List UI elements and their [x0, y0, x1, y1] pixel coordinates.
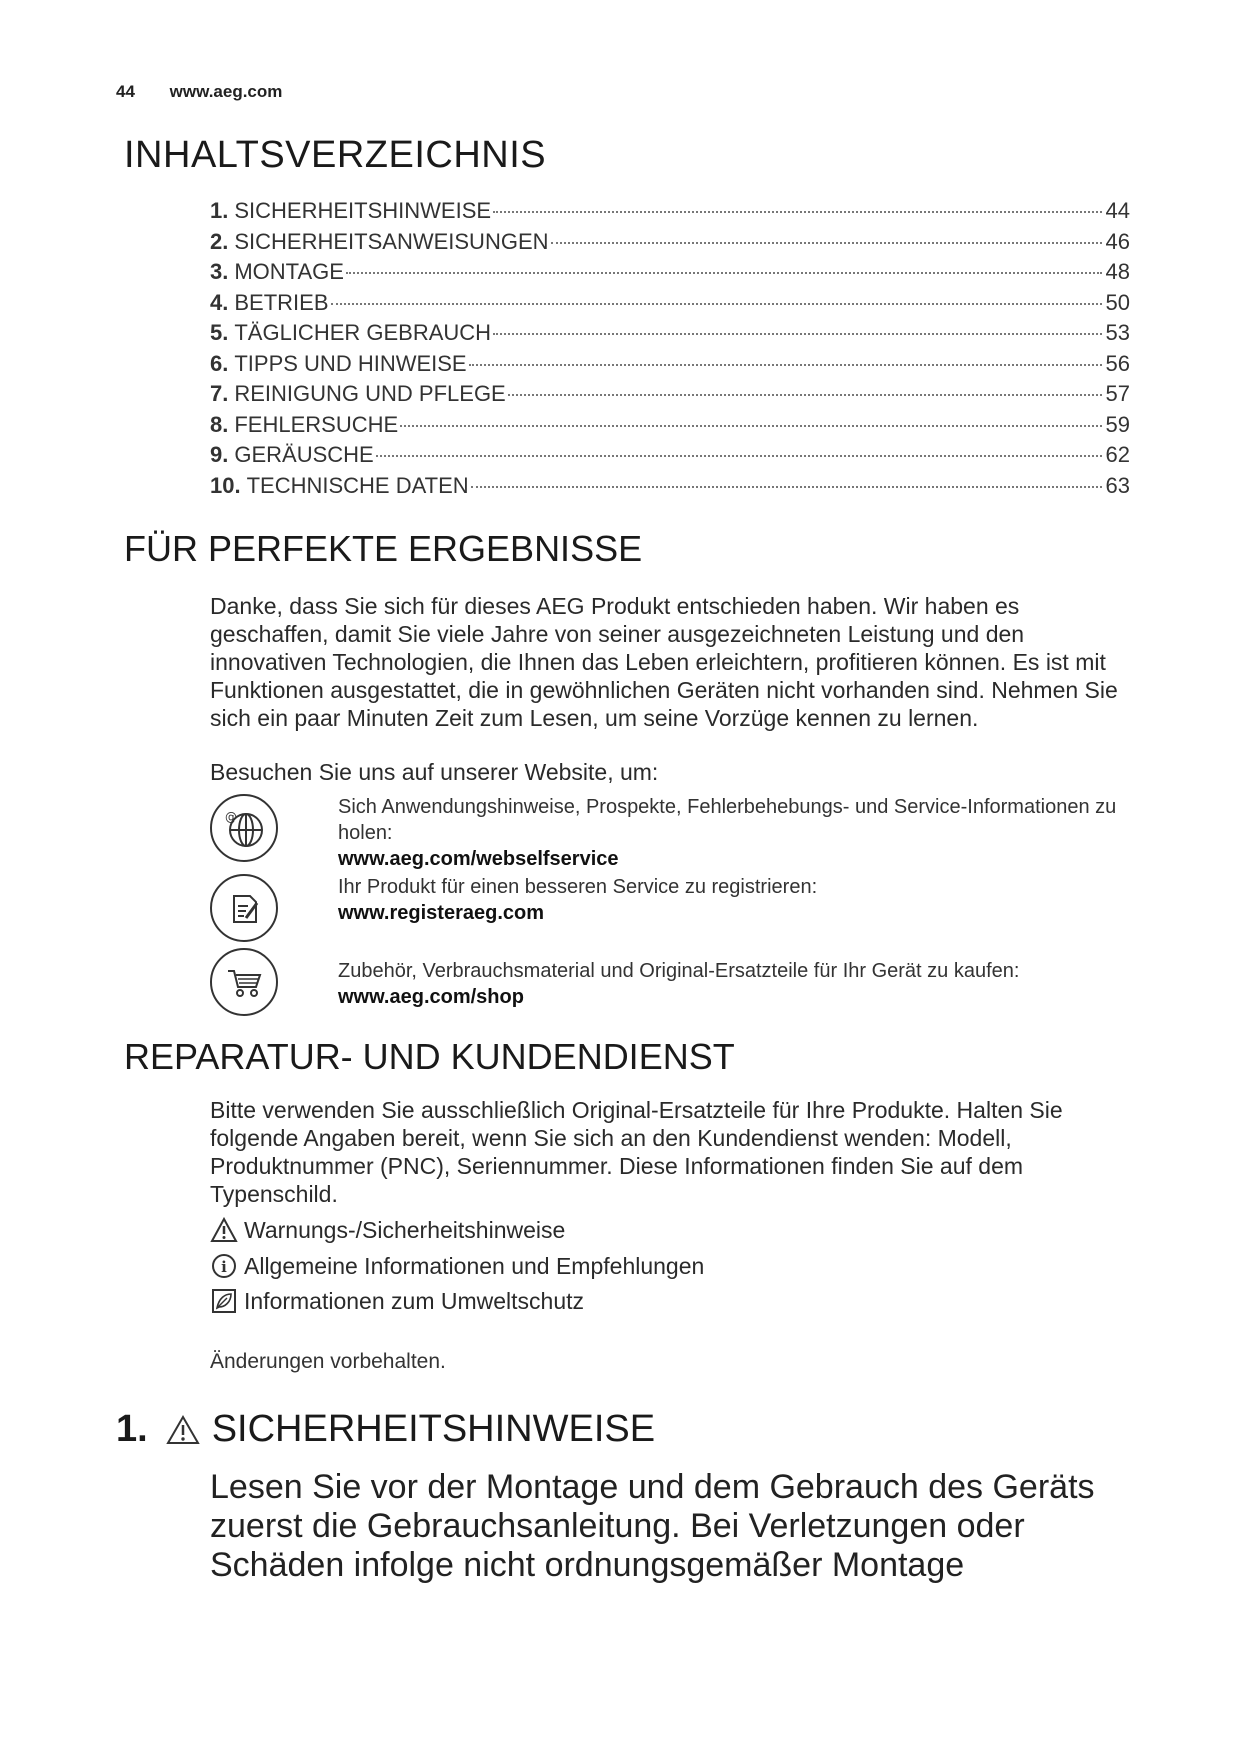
svg-text:@: @ — [225, 810, 237, 824]
toc-item[interactable] — [210, 351, 1130, 382]
page-number: 44 — [116, 82, 135, 101]
toc-item-number: 4. — [210, 289, 229, 315]
toc-item-label: SICHERHEITSHINWEISE — [234, 198, 492, 223]
register-document-icon — [210, 874, 278, 942]
toc-item-page: 57 — [1105, 381, 1130, 406]
toc-leader-dots — [471, 486, 1102, 488]
web-globe-icon — [210, 794, 278, 862]
table-of-contents — [210, 198, 1130, 503]
toc-item-number: 9. — [210, 442, 229, 467]
toc-leader-dots — [400, 425, 1102, 427]
section-1-title — [116, 1408, 655, 1451]
toc-item-page: 46 — [1105, 228, 1130, 254]
legend-label: Warnungs-/Sicherheitshinweise — [244, 1216, 566, 1243]
legend-warning — [210, 1216, 565, 1244]
toc-item[interactable] — [210, 290, 1130, 321]
toc-item[interactable] — [210, 381, 1130, 412]
repair-paragraph: Bitte verwenden Sie ausschließlich Original-Ersatzteile für Ihre Produkte. Halten Sie folgende Angaben bereit, wenn Sie sich an den Kundendienst wenden: Modell, Produktnummer (PNC), Seriennummer. Diese Informationen finden Sie auf dem Typenschild. — [210, 1097, 1063, 1207]
repair-title: REPARATUR- UND KUNDENDIENST — [124, 1036, 735, 1077]
service-webselfservice — [210, 794, 1130, 872]
section-number: 1. — [116, 1408, 148, 1450]
toc-item-number: 5. — [210, 320, 229, 345]
toc-leader-dots — [508, 394, 1102, 396]
toc-item-number: 2. — [210, 228, 229, 254]
toc-item-label: GERÄUSCHE — [234, 442, 374, 467]
perfect-results-title: FÜR PERFEKTE ERGEBNISSE — [124, 528, 643, 569]
toc-title: INHALTSVERZEICHNIS — [124, 134, 547, 176]
toc-leader-dots — [376, 455, 1102, 457]
toc-item[interactable] — [210, 473, 1130, 504]
toc-leader-dots — [331, 303, 1103, 305]
toc-item[interactable] — [210, 320, 1130, 351]
warning-triangle-icon — [210, 1216, 238, 1244]
toc-item-page: 63 — [1105, 472, 1130, 498]
toc-item[interactable] — [210, 412, 1130, 443]
toc-item-label: TIPPS UND HINWEISE — [234, 350, 467, 376]
visit-text: Besuchen Sie uns auf unserer Website, um: — [210, 759, 659, 785]
toc-item-page: 62 — [1105, 442, 1130, 467]
toc-leader-dots — [551, 242, 1102, 244]
warning-triangle-icon — [166, 1415, 200, 1445]
toc-item-label: FEHLERSUCHE — [234, 411, 399, 437]
toc-item-page: 48 — [1105, 259, 1130, 284]
toc-leader-dots — [493, 211, 1102, 213]
toc-item-label: TÄGLICHER GEBRAUCH — [234, 320, 492, 345]
toc-item[interactable] — [210, 198, 1130, 229]
service-register — [210, 874, 1130, 942]
toc-item-label: MONTAGE — [234, 259, 344, 284]
toc-item-page: 50 — [1105, 289, 1130, 315]
environment-leaf-icon — [210, 1287, 238, 1315]
section-title-text: SICHERHEITSHINWEISE — [211, 1408, 656, 1450]
legend-label: Informationen zum Umweltschutz — [244, 1287, 585, 1314]
service-link[interactable]: www.registeraeg.com — [338, 902, 544, 924]
toc-item-page: 44 — [1105, 198, 1130, 223]
changes-note: Änderungen vorbehalten. — [210, 1350, 446, 1373]
page-header — [116, 82, 282, 102]
toc-item-page: 59 — [1105, 411, 1130, 437]
service-text: Zubehör, Verbrauchsmaterial und Original-Ersatzteile für Ihr Gerät zu kaufen: — [338, 960, 1020, 982]
toc-item[interactable] — [210, 259, 1130, 290]
toc-item-number: 7. — [210, 381, 229, 406]
toc-item-number: 6. — [210, 350, 229, 376]
service-text: Ihr Produkt für einen besseren Service zu registrieren: — [338, 876, 818, 898]
svg-text:i: i — [221, 1258, 227, 1276]
service-link[interactable]: www.aeg.com/webselfservice — [338, 848, 619, 870]
info-icon — [210, 1252, 238, 1280]
service-text: Sich Anwendungshinweise, Prospekte, Fehlerbehebungs- und Service-Informationen zu holen: — [338, 796, 1117, 844]
toc-item-number: 3. — [210, 259, 229, 284]
toc-leader-dots — [469, 364, 1102, 366]
service-shop — [210, 948, 1130, 1016]
toc-item-label: TECHNISCHE DATEN — [246, 472, 469, 498]
legend-environment — [210, 1287, 584, 1315]
service-link[interactable]: www.aeg.com/shop — [338, 986, 524, 1008]
toc-item-number: 10. — [210, 472, 241, 498]
toc-leader-dots — [493, 333, 1102, 335]
toc-item-page: 56 — [1105, 350, 1130, 376]
toc-item[interactable] — [210, 229, 1130, 260]
toc-item-label: REINIGUNG UND PFLEGE — [234, 381, 506, 406]
toc-item-number: 1. — [210, 198, 229, 223]
toc-item-label: BETRIEB — [234, 289, 329, 315]
legend-info — [210, 1252, 704, 1280]
toc-item-label: SICHERHEITSANWEISUNGEN — [234, 228, 549, 254]
toc-leader-dots — [346, 272, 1102, 274]
toc-item[interactable] — [210, 442, 1130, 473]
site-url[interactable]: www.aeg.com — [169, 82, 283, 101]
toc-item-page: 53 — [1105, 320, 1130, 345]
safety-paragraph: Lesen Sie vor der Montage und dem Gebrauch des Geräts zuerst die Gebrauchsanleitung. Bei Verletzungen oder Schäden infolge nicht ordnungsgemäßer Montage — [210, 1468, 1095, 1584]
shopping-cart-icon — [210, 948, 278, 1016]
legend-label: Allgemeine Informationen und Empfehlungen — [244, 1252, 705, 1279]
toc-item-number: 8. — [210, 411, 229, 437]
intro-paragraph: Danke, dass Sie sich für dieses AEG Produkt entschieden haben. Wir haben es geschaffen, damit Sie viele Jahre von seiner ausgezeichneten Leistung und den innovativen Technologien, die Ihnen das Leben erleichtern, profitieren können. Es ist mit Funktionen ausgestattet, die in gewöhnlichen Geräten nicht vorhanden sind. Nehmen Sie sich ein paar Minuten Zeit zum Lesen, um seine Vorzüge kennen zu lernen. — [210, 593, 1118, 731]
